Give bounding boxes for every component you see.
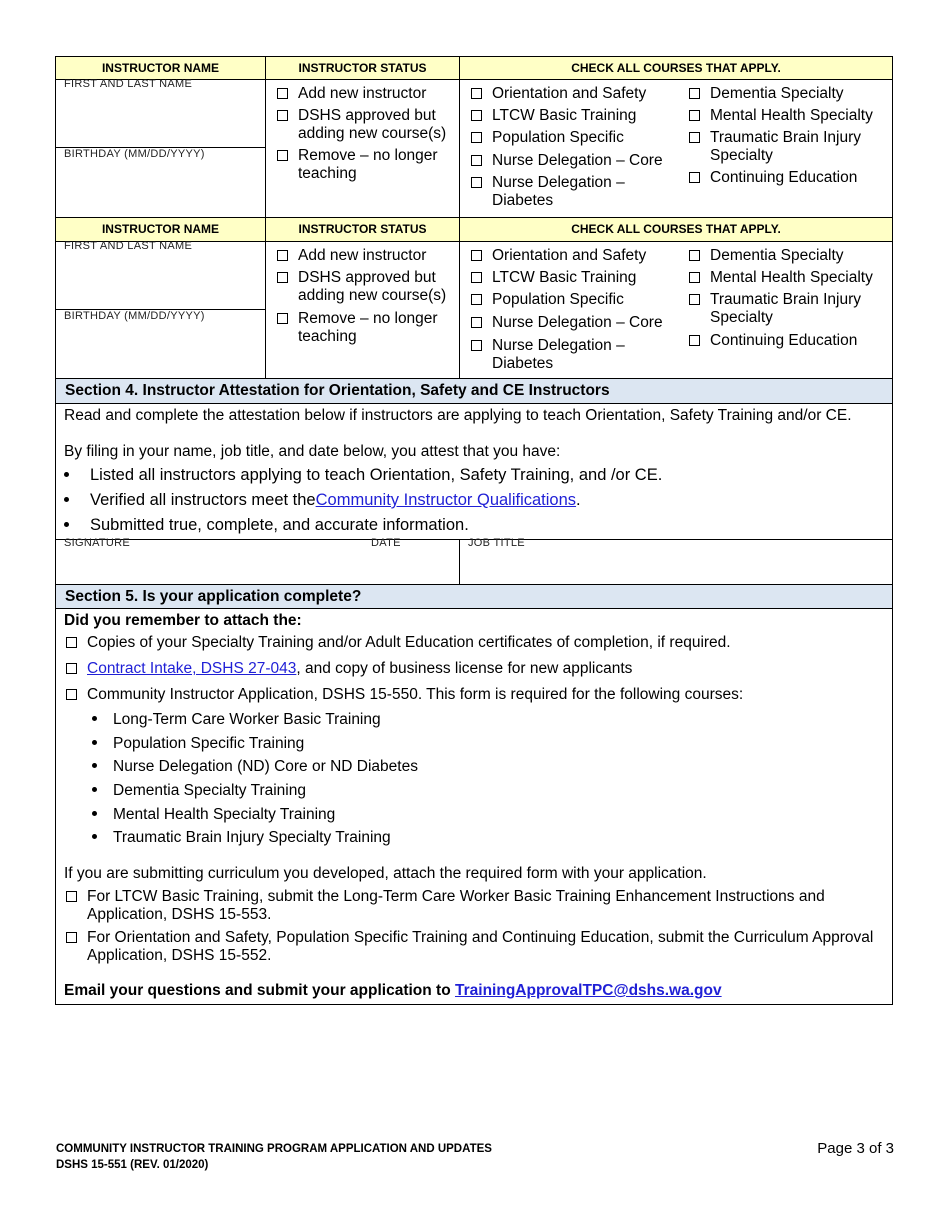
- course-checkbox[interactable]: Nurse Delegation – Core: [471, 152, 681, 170]
- job-title-field[interactable]: JOB TITLE: [468, 537, 525, 549]
- required-course-item: Mental Health Specialty Training: [92, 806, 335, 824]
- course-checkbox[interactable]: LTCW Basic Training: [471, 269, 681, 287]
- required-course-item: Traumatic Brain Injury Specialty Training: [92, 829, 391, 847]
- orientation-curriculum-checkbox[interactable]: For Orientation and Safety, Population Specific Training and Continuing Education, submit the Curriculum Approval Application, DSHS 15-552.: [66, 929, 888, 965]
- course-checkbox[interactable]: Nurse Delegation – Diabetes: [471, 174, 641, 210]
- checkbox[interactable]: [66, 689, 77, 700]
- attach-checkbox[interactable]: Copies of your Specialty Training and/or Adult Education certificates of completion, if required.: [66, 634, 886, 652]
- course-checkbox[interactable]: Mental Health Specialty: [689, 107, 889, 125]
- checkbox[interactable]: [471, 317, 482, 328]
- checkbox[interactable]: [471, 132, 482, 143]
- birthday-field[interactable]: BIRTHDAY (MM/DD/YYYY): [64, 148, 205, 160]
- status-checkbox-add[interactable]: Add new instructor: [277, 85, 457, 103]
- page-number: Page 3 of 3: [817, 1140, 894, 1157]
- checkbox[interactable]: [66, 891, 77, 902]
- checkbox[interactable]: [689, 88, 700, 99]
- course-checkbox[interactable]: Continuing Education: [689, 169, 889, 187]
- checkbox[interactable]: [471, 88, 482, 99]
- section4-intro: Read and complete the attestation below if instructors are applying to teach Orientation, Safety Training and/or CE.: [64, 407, 852, 424]
- attestation-lead: By filing in your name, job title, and date below, you attest that you have:: [64, 443, 561, 460]
- section5-title: Section 5. Is your application complete?: [56, 585, 892, 608]
- courses-header: CHECK ALL COURSES THAT APPLY.: [460, 57, 892, 79]
- instructor-status-header: INSTRUCTOR STATUS: [266, 57, 459, 79]
- checkbox[interactable]: [689, 272, 700, 283]
- attach-checkbox[interactable]: Community Instructor Application, DSHS 15-550. This form is required for the following courses:: [66, 686, 886, 704]
- course-checkbox[interactable]: Dementia Specialty: [689, 247, 889, 265]
- date-field[interactable]: DATE: [371, 537, 401, 549]
- checkbox[interactable]: [689, 132, 700, 143]
- required-course-item: Long-Term Care Worker Basic Training: [92, 711, 381, 729]
- checkbox[interactable]: [277, 313, 288, 324]
- courses-header: CHECK ALL COURSES THAT APPLY.: [460, 218, 892, 241]
- ltcw-curriculum-checkbox[interactable]: For LTCW Basic Training, submit the Long-Term Care Worker Basic Training Enhancement Instructions and Application, DSHS 15-553.: [66, 888, 886, 924]
- course-checkbox[interactable]: Traumatic Brain Injury Specialty: [689, 129, 879, 165]
- instructor-name-header: INSTRUCTOR NAME: [56, 57, 265, 79]
- course-checkbox[interactable]: Nurse Delegation – Core: [471, 314, 681, 332]
- community-instructor-qualifications-link[interactable]: Community Instructor Qualifications: [315, 491, 577, 509]
- birthday-field[interactable]: BIRTHDAY (MM/DD/YYYY): [64, 310, 205, 322]
- checkbox[interactable]: [689, 335, 700, 346]
- checkbox[interactable]: [66, 932, 77, 943]
- required-course-item: Dementia Specialty Training: [92, 782, 306, 800]
- signature-field[interactable]: SIGNATURE: [64, 537, 131, 549]
- required-course-item: Population Specific Training: [92, 735, 304, 753]
- course-checkbox[interactable]: Orientation and Safety: [471, 85, 681, 103]
- curriculum-note: If you are submitting curriculum you developed, attach the required form with your application.: [64, 865, 707, 882]
- status-checkbox-approved[interactable]: DSHS approved but adding new course(s): [277, 269, 457, 305]
- attestation-bullet: Listed all instructors applying to teach Orientation, Safety Training, and /or CE.: [64, 466, 662, 485]
- remember-heading: Did you remember to attach the:: [64, 612, 302, 629]
- course-checkbox[interactable]: Nurse Delegation – Diabetes: [471, 337, 641, 373]
- checkbox[interactable]: [66, 663, 77, 674]
- checkbox[interactable]: [471, 272, 482, 283]
- section4-title: Section 4. Instructor Attestation for Orientation, Safety and CE Instructors: [56, 379, 892, 403]
- checkbox[interactable]: [471, 155, 482, 166]
- checkbox[interactable]: [471, 110, 482, 121]
- checkbox[interactable]: [471, 340, 482, 351]
- checkbox[interactable]: [689, 250, 700, 261]
- first-last-name-field[interactable]: FIRST AND LAST NAME: [64, 240, 193, 252]
- course-checkbox[interactable]: Population Specific: [471, 291, 681, 309]
- checkbox[interactable]: [277, 110, 288, 121]
- attestation-bullet: Verified all instructors meet the Community Instructor Qualifications .: [64, 491, 581, 510]
- course-checkbox[interactable]: Population Specific: [471, 129, 681, 147]
- first-last-name-field[interactable]: FIRST AND LAST NAME: [64, 78, 193, 90]
- attestation-bullet: Submitted true, complete, and accurate information.: [64, 516, 469, 535]
- checkbox[interactable]: [471, 177, 482, 188]
- checkbox[interactable]: [471, 294, 482, 305]
- email-link[interactable]: TrainingApprovalTPC@dshs.wa.gov: [455, 982, 722, 999]
- course-checkbox[interactable]: Mental Health Specialty: [689, 269, 889, 287]
- course-checkbox[interactable]: Orientation and Safety: [471, 247, 681, 265]
- checkbox[interactable]: [689, 172, 700, 183]
- course-checkbox[interactable]: LTCW Basic Training: [471, 107, 681, 125]
- checkbox[interactable]: [277, 272, 288, 283]
- checkbox[interactable]: [277, 88, 288, 99]
- status-checkbox-approved[interactable]: DSHS approved but adding new course(s): [277, 107, 457, 143]
- checkbox[interactable]: [277, 250, 288, 261]
- status-checkbox-add[interactable]: Add new instructor: [277, 247, 457, 265]
- course-checkbox[interactable]: Dementia Specialty: [689, 85, 889, 103]
- checkbox[interactable]: [471, 250, 482, 261]
- required-course-item: Nurse Delegation (ND) Core or ND Diabetes: [92, 758, 418, 776]
- instructor-status-header: INSTRUCTOR STATUS: [266, 218, 459, 241]
- attach-checkbox[interactable]: Contract Intake, DSHS 27-043, and copy of business license for new applicants: [66, 660, 886, 678]
- course-checkbox[interactable]: Traumatic Brain Injury Specialty: [689, 291, 879, 327]
- contract-intake-link[interactable]: Contract Intake, DSHS 27-043: [87, 660, 297, 677]
- checkbox[interactable]: [277, 150, 288, 161]
- status-checkbox-remove[interactable]: Remove – no longer teaching: [277, 147, 457, 183]
- course-checkbox[interactable]: Continuing Education: [689, 332, 889, 350]
- footer-title: COMMUNITY INSTRUCTOR TRAINING PROGRAM APPLICATION AND UPDATES: [56, 1143, 492, 1155]
- status-checkbox-remove[interactable]: Remove – no longer teaching: [277, 310, 457, 346]
- checkbox[interactable]: [66, 637, 77, 648]
- footer-form-number: DSHS 15-551 (REV. 01/2020): [56, 1159, 209, 1171]
- checkbox[interactable]: [689, 294, 700, 305]
- checkbox[interactable]: [689, 110, 700, 121]
- instructor-name-header: INSTRUCTOR NAME: [56, 218, 265, 241]
- email-instructions: Email your questions and submit your application to TrainingApprovalTPC@dshs.wa.gov: [64, 982, 722, 999]
